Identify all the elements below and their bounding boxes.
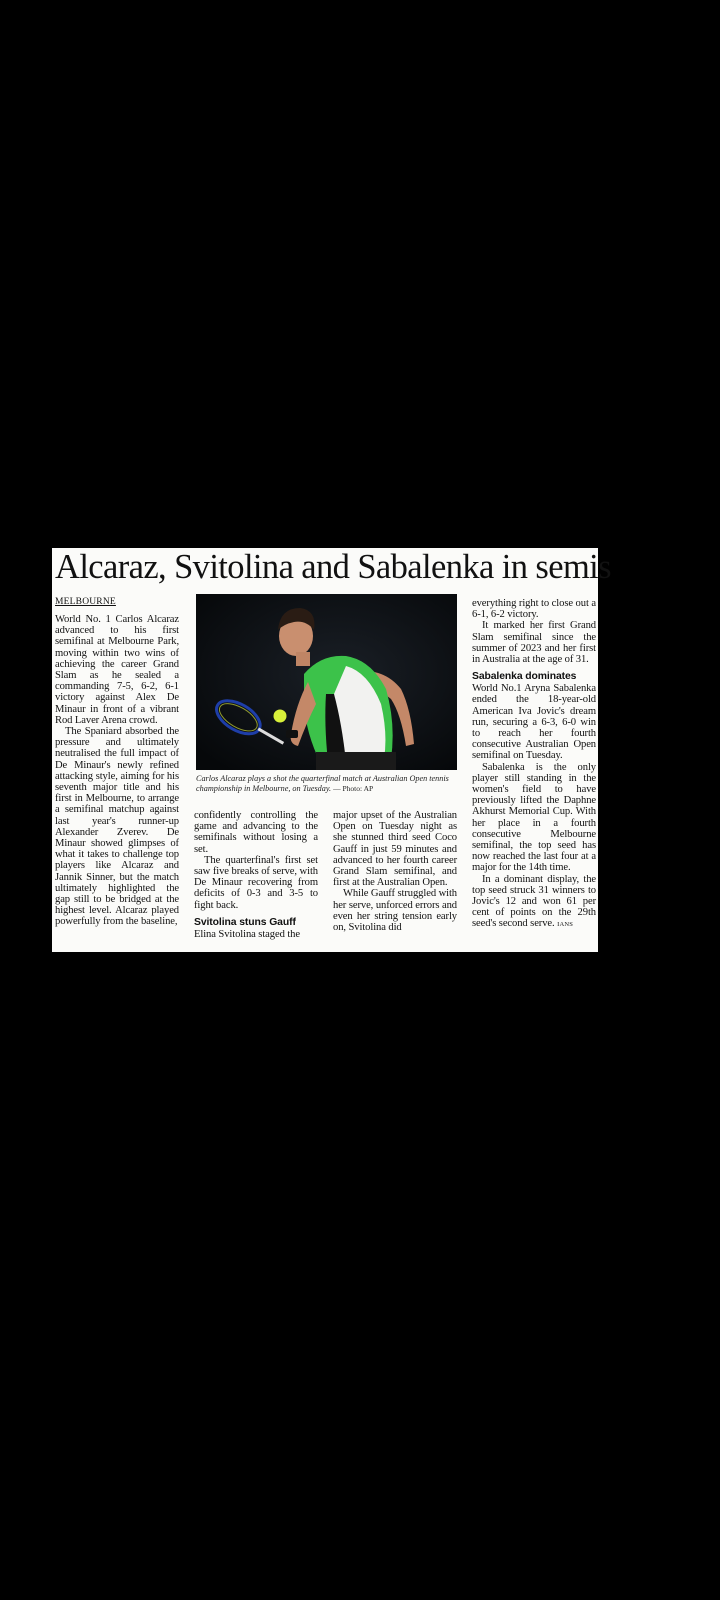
paragraph: Sabalenka is the only player still standing in the women's field to have previously lifted the Daphne Akhurst Memorial Cup. With her place in a fourth consecutive Melbourne semifinal, the top seed has now reached the last four at a major for the 14th time.: [472, 761, 596, 874]
caption-text: Carlos Alcaraz plays a shot the quarterfinal match at Australian Open tennis championship in Melbourne, on Tuesday.: [196, 774, 449, 793]
column-1: [55, 596, 179, 928]
paragraph: The quarterfinal's first set saw five breaks of serve, with De Minaur recovering from deficits of 0-3 and 3-5 to fight back.: [194, 854, 318, 911]
paragraph: everything right to close out a 6-1, 6-2 victory.: [472, 598, 596, 621]
paragraph: confidently controlling the game and advancing to the semifinals without losing a set.: [194, 810, 318, 855]
subheading: Sabalenka dominates: [472, 671, 577, 683]
subheading: Svitolina stuns Gauff: [194, 916, 296, 928]
paragraph: Elina Svitolina staged the: [194, 928, 300, 940]
paragraph: It marked her first Grand Slam semifinal since the summer of 2023 and her first in Australia at the age of 31.: [472, 620, 596, 666]
paragraph-text: In a dominant display, the top seed struck 31 winners to Jovic's 12 and won 61 per cent of points on the 29th seed's second serve.: [472, 873, 596, 930]
column-4: [472, 598, 596, 931]
paragraph: World No.1 Aryna Sabalenka ended the 18-year-old American Iva Jovic's dream run, securing a 6-3, 6-0 win to reach her fourth consecutive Australian Open semifinal on Tuesday.: [472, 683, 596, 762]
paragraph: [472, 874, 596, 931]
dateline: MELBOURNE: [55, 597, 116, 607]
column-3: [333, 810, 457, 933]
newspaper-clipping: [52, 548, 611, 952]
byline-sign: IANS: [557, 921, 574, 929]
paragraph: major upset of the Australian Open on Tuesday night as she stunned third seed Coco Gauff in just 59 minutes and advanced to her fourth career Grand Slam semifinal, and first at the Australian Open.: [333, 810, 457, 889]
column-2: [194, 810, 318, 940]
paragraph: While Gauff struggled with her serve, unforced errors and even her string tension early on, Svitolina did: [333, 888, 458, 934]
paragraph: World No. 1 Carlos Alcaraz advanced to his first semifinal at Melbourne Park, moving within two wins of achieving the career Grand Slam as he sealed a commanding 7-5, 6-2, 6-1 victory against Alex De Minaur in front of a vibrant Rod Laver Arena crowd.: [55, 614, 179, 726]
photo-credit: — Photo: AP: [333, 784, 374, 793]
paragraph: The Spaniard absorbed the pressure and ultimately neutralised the full impact of De Minaur's newly refined attacking style, aiming for his seventh major title and his first in Melbourne, to arrange a semifinal matchup against last year's runner-up Alexander Zverev. De Minaur showed glimpses of what it takes to challenge top players like Alcaraz and Jannik Sinner, but the match ultimately highlighted the gap still to be bridged at the highest level. Alcaraz played powerfully from the baseline,: [55, 726, 179, 928]
headline: Alcaraz, Svitolina and Sabalenka in semis: [55, 548, 611, 586]
tennis-player-photo: [196, 594, 457, 770]
photo-caption: [196, 774, 458, 794]
news-photo: [196, 594, 457, 770]
